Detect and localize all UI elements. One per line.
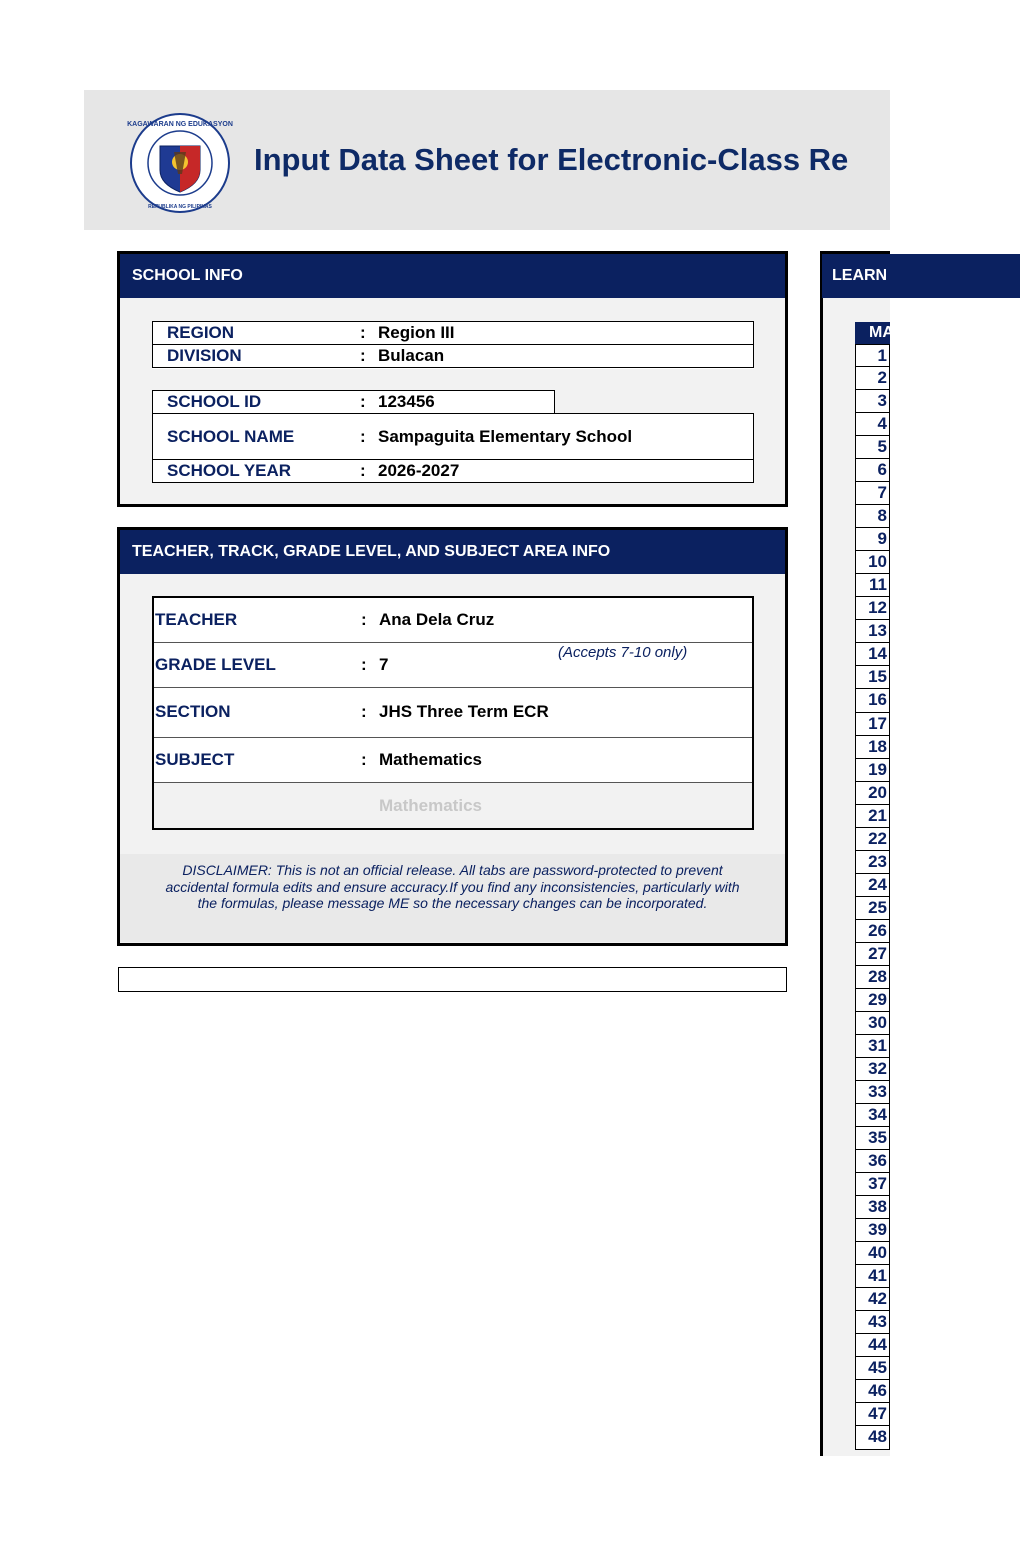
learner-number-cell: 36 (855, 1150, 890, 1173)
teacher-label: TEACHER (155, 610, 238, 629)
teacher-info-table (152, 596, 754, 830)
learner-number-cell: 34 (855, 1104, 890, 1127)
learner-number-cell: 20 (855, 782, 890, 805)
learners-heading-clip (822, 254, 890, 298)
learner-number-cell: 14 (855, 643, 890, 666)
subject-label: SUBJECT (155, 750, 235, 769)
learners-heading: LEARN (822, 254, 1020, 298)
grade-level-colon: : (361, 655, 367, 674)
learner-number-cell: 47 (855, 1403, 890, 1426)
subject-echo-text: Mathematics (379, 796, 482, 815)
grade-level-value[interactable]: 7 (379, 655, 389, 674)
learner-number-cell: 10 (855, 551, 890, 574)
learner-number-cell: 4 (855, 413, 890, 436)
teacher-value[interactable]: Ana Dela Cruz (379, 610, 495, 629)
grade-level-row[interactable] (154, 643, 752, 688)
section-value[interactable]: JHS Three Term ECR (379, 702, 549, 721)
school-id-colon: : (360, 392, 366, 411)
learner-number-cell: 25 (855, 897, 890, 920)
learner-number-cell: 9 (855, 528, 890, 551)
learner-number-cell: 12 (855, 597, 890, 620)
school-details-table (152, 390, 754, 484)
school-name-row[interactable] (152, 413, 754, 460)
teacher-info-heading: TEACHER, TRACK, GRADE LEVEL, AND SUBJECT AREA INFO (120, 530, 785, 574)
learner-number-cell: 17 (855, 713, 890, 736)
disclaimer-text: DISCLAIMER: This is not an official release. All tabs are password-protected to prevent accidental formula edits and ensure accuracy.If you find any inconsistencies, particularly with the formulas, please message ME so the necessary changes can be incorporated. (120, 854, 785, 942)
region-colon: : (360, 323, 366, 342)
learner-number-cell: 37 (855, 1173, 890, 1196)
school-year-value[interactable]: 2026-2027 (378, 461, 460, 480)
learner-number-cell: 41 (855, 1265, 890, 1288)
school-year-colon: : (360, 461, 366, 480)
school-id-row[interactable] (152, 390, 555, 414)
school-info-panel (117, 251, 788, 507)
learner-number-cell: 29 (855, 989, 890, 1012)
subject-row[interactable] (154, 738, 752, 783)
learner-number-cell: 42 (855, 1288, 890, 1311)
learner-number-cell: 38 (855, 1196, 890, 1219)
region-value[interactable]: Region III (378, 323, 455, 342)
learner-number-cell: 40 (855, 1242, 890, 1265)
deped-seal-logo (122, 112, 238, 214)
learner-number-cell: 24 (855, 874, 890, 897)
teacher-row[interactable] (154, 598, 752, 643)
learner-number-cell: 26 (855, 920, 890, 943)
division-colon: : (360, 346, 366, 365)
learner-number-cell: 18 (855, 736, 890, 759)
division-row[interactable] (152, 344, 754, 368)
learners-number-column (855, 344, 890, 1450)
learner-number-cell: 21 (855, 805, 890, 828)
learner-number-cell: 3 (855, 390, 890, 413)
learner-number-cell: 15 (855, 666, 890, 689)
subject-colon: : (361, 750, 367, 769)
svg-text:KAGAWARAN NG EDUKASYON: KAGAWARAN NG EDUKASYON (127, 121, 233, 128)
page-title: Input Data Sheet for Electronic-Class Re (254, 142, 849, 177)
learner-number-cell: 6 (855, 459, 890, 482)
learner-number-cell: 1 (855, 344, 890, 367)
division-value[interactable]: Bulacan (378, 346, 445, 365)
learner-number-cell: 11 (855, 574, 890, 597)
learner-number-cell: 44 (855, 1334, 890, 1357)
section-colon: : (361, 702, 367, 721)
learner-number-cell: 16 (855, 689, 890, 712)
division-label: DIVISION (167, 346, 242, 365)
grade-level-note: (Accepts 7-10 only) (558, 644, 688, 661)
learner-number-cell: 39 (855, 1219, 890, 1242)
empty-footer-bar (118, 967, 787, 992)
grade-level-label: GRADE LEVEL (155, 655, 276, 674)
learner-number-cell: 19 (855, 759, 890, 782)
region-division-table (152, 321, 754, 369)
subject-value[interactable]: Mathematics (379, 750, 482, 769)
school-id-value[interactable]: 123456 (378, 392, 435, 411)
learner-number-cell: 5 (855, 436, 890, 459)
learner-number-cell: 13 (855, 620, 890, 643)
school-name-label: SCHOOL NAME (167, 426, 295, 446)
region-label: REGION (167, 323, 235, 342)
learner-number-cell: 23 (855, 851, 890, 874)
learner-number-cell: 22 (855, 828, 890, 851)
learner-number-cell: 45 (855, 1357, 890, 1380)
svg-text:REPUBLIKA NG PILIPINAS: REPUBLIKA NG PILIPINAS (148, 204, 212, 210)
learner-number-cell: 32 (855, 1058, 890, 1081)
learners-heading-extension (890, 254, 1020, 298)
section-row[interactable] (154, 688, 752, 738)
teacher-colon: : (361, 610, 367, 629)
teacher-info-panel (117, 527, 788, 946)
learner-number-cell: 2 (855, 367, 890, 390)
learner-number-cell: 48 (855, 1426, 890, 1449)
learner-number-cell: 7 (855, 482, 890, 505)
learner-number-cell: 43 (855, 1311, 890, 1334)
school-info-heading: SCHOOL INFO (120, 254, 785, 298)
learners-column-head: MA (855, 322, 890, 344)
school-id-label: SCHOOL ID (167, 392, 262, 411)
learner-number-cell: 31 (855, 1035, 890, 1058)
school-name-value[interactable]: Sampaguita Elementary School (378, 426, 633, 446)
subject-echo-row (154, 783, 752, 828)
section-label: SECTION (155, 702, 231, 721)
learner-number-cell: 46 (855, 1380, 890, 1403)
learner-number-cell: 8 (855, 505, 890, 528)
school-year-label: SCHOOL YEAR (167, 461, 292, 480)
learner-number-cell: 28 (855, 966, 890, 989)
school-year-row[interactable] (152, 459, 754, 483)
region-row[interactable] (152, 321, 754, 345)
learner-number-cell: 30 (855, 1012, 890, 1035)
learner-number-cell: 27 (855, 943, 890, 966)
school-name-colon: : (360, 426, 366, 446)
learner-number-cell: 33 (855, 1081, 890, 1104)
learner-number-cell: 35 (855, 1127, 890, 1150)
